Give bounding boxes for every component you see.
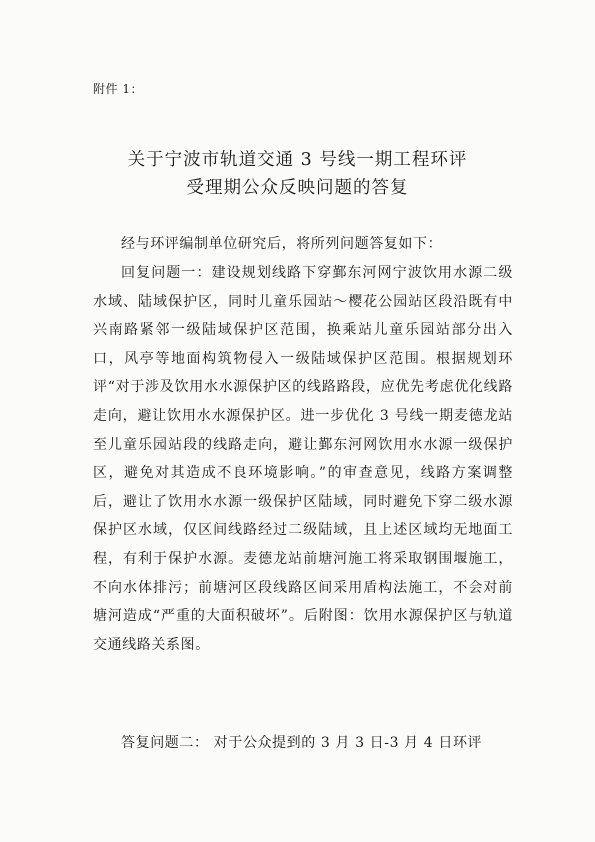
- reply-two-paragraph: 答复问题二： 对于公众提到的 3 月 3 日-3 月 4 日环评: [121, 735, 483, 751]
- reply-one-paragraph: 回复问题一：建设规划线路下穿鄞东河网宁波饮用水源二级水域、陆域保护区，同时儿童乐园站～樱花公园站区段沿既有中兴南路紧邻一级陆域保护区范围，换乘站儿童乐园站部分出入口，风亭等地面构筑物侵入一级陆域保护区范围。根据规划环评“对于涉及饮用水水源保护区的线路路段，应优先考虑优化线路走向，避让饮用水水源保护区。进一步优化 3 号线一期麦德龙站至儿童乐园站段的线路走向，避让鄞东河网饮用水水源一级保护区，避免对其造成不良环境影响。”的审查意见，线路方案调整后，避让了饮用水水源一级保护区陆域，同时避免下穿二级水源保护区水域，仅区间线路经过二级陆域，且上述区域均无地面工程，有利于保护水源。麦德龙站前塘河施工将采取钢围堰施工，不向水体排污；前塘河区段线路区间采用盾构法施工，不会对前塘河造成“严重的大面积破坏”。后附图：饮用水源保护区与轨道交通线路关系图。: [93, 265, 513, 653]
- document-title-line-1: 关于宁波市轨道交通 3 号线一期工程环评: [127, 150, 468, 170]
- intro-paragraph: 经与环评编制单位研究后，将所列问题答复如下：: [121, 236, 443, 252]
- document-title-line-2: 受理期公众反映问题的答复: [186, 178, 409, 198]
- attachment-label: 附件 1：: [93, 82, 143, 96]
